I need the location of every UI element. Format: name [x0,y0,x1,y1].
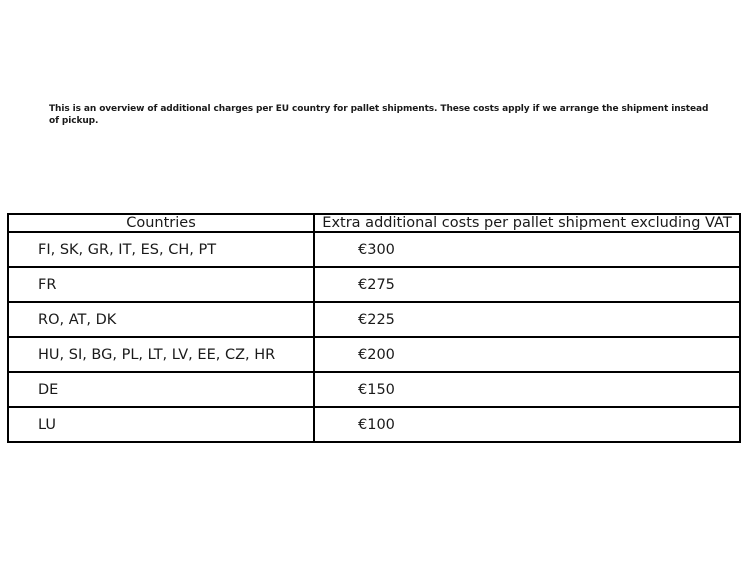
cost-cell: €300 [314,232,740,267]
cost-cell: €100 [314,407,740,442]
countries-column-header: Countries [8,214,314,232]
table-row [8,407,740,442]
table-row [8,267,740,302]
countries-cell: FR [8,267,314,302]
table-row [8,372,740,407]
costs-column-header: Extra additional costs per pallet shipment excluding VAT [314,214,740,232]
intro-text: This is an overview of additional charges per EU country for pallet shipments. These costs apply if we arrange the shipment instead of pickup. [49,104,709,126]
table-body [8,232,740,442]
table-row [8,337,740,372]
cost-cell: €150 [314,372,740,407]
cost-cell: €225 [314,302,740,337]
cost-cell: €200 [314,337,740,372]
countries-cell: HU, SI, BG, PL, LT, LV, EE, CZ, HR [8,337,314,372]
countries-cell: FI, SK, GR, IT, ES, CH, PT [8,232,314,267]
countries-cell: DE [8,372,314,407]
charges-table [7,213,741,443]
countries-cell: RO, AT, DK [8,302,314,337]
table-header-row [8,214,740,232]
table-row [8,232,740,267]
cost-cell: €275 [314,267,740,302]
table-row [8,302,740,337]
countries-cell: LU [8,407,314,442]
